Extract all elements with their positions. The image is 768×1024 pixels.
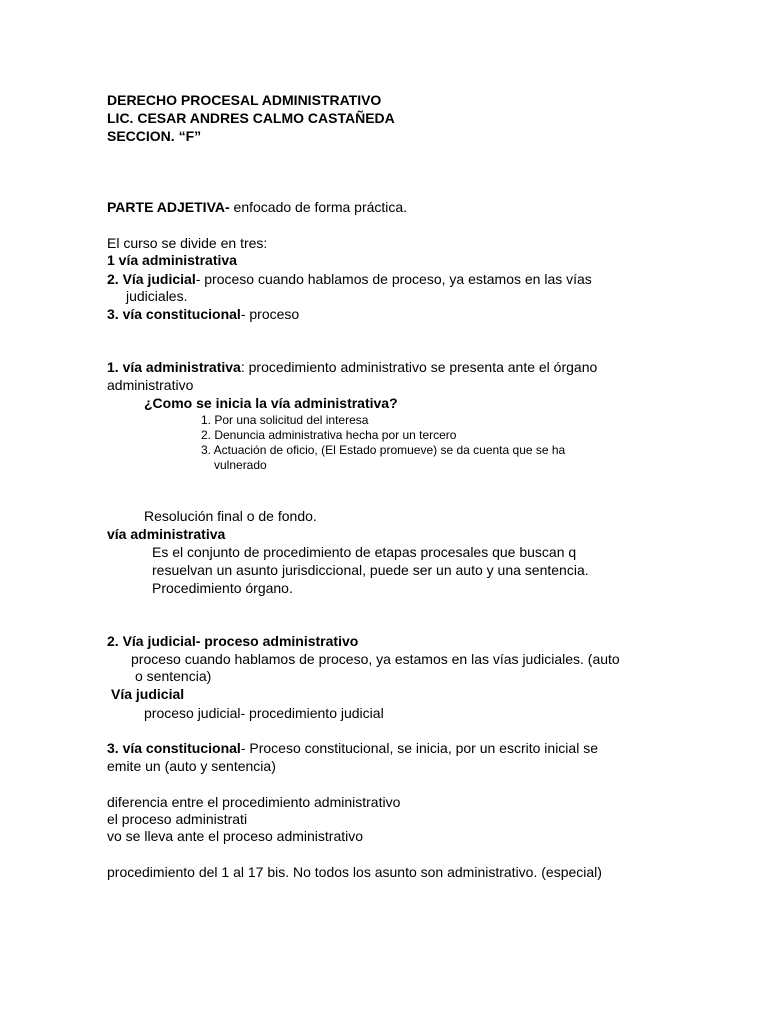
list-item-1: 1 vía administrativa [107, 252, 237, 268]
teacher-name: LIC. CESAR ANDRES CALMO CASTAÑEDA [107, 110, 395, 126]
list-item-2-cont: judiciales. [126, 288, 188, 304]
section1-list-item: 3. Actuación de oficio, (El Estado promueve) se da cuenta que se ha [201, 443, 566, 457]
section-label: SECCION. “F” [107, 128, 202, 144]
description-line: Procedimiento órgano. [152, 580, 293, 596]
description-line: resuelvan un asunto jurisdiccional, puede ser un auto y una sentencia. [152, 562, 589, 578]
section1-list-item: 2. Denuncia administrativa hecha por un tercero [201, 428, 457, 442]
section2-title: 2. Vía judicial- proceso administrativo [107, 633, 359, 649]
resolucion-line: Resolución final o de fondo. [144, 508, 317, 524]
note-line: diferencia entre el procedimiento administrativo [107, 794, 401, 810]
parte-adjetiva-line: PARTE ADJETIVA- enfocado de forma práctica. [107, 199, 408, 215]
section2-sub-line: proceso judicial- procedimiento judicial [144, 705, 384, 721]
section2-line: proceso cuando hablamos de proceso, ya estamos en las vías judiciales. (auto [131, 651, 620, 667]
course-title: DERECHO PROCESAL ADMINISTRATIVO [107, 92, 382, 108]
via-administrativa-heading: vía administrativa [107, 526, 226, 542]
list-item-2: 2. Vía judicial- proceso cuando hablamos de proceso, ya estamos en las vías [107, 271, 592, 287]
note-line: el proceso administrati [107, 811, 248, 827]
section1-title-cont: administrativo [107, 377, 194, 393]
course-divide-line: El curso se divide en tres: [107, 235, 268, 251]
section3-title: 3. vía constitucional- Proceso constitucional, se inicia, por un escrito inicial se [107, 740, 598, 756]
section1-question: ¿Como se inicia la vía administrativa? [144, 395, 398, 411]
description-line: Es el conjunto de procedimiento de etapas procesales que buscan q [152, 544, 577, 560]
section2-line-cont: o sentencia) [135, 668, 212, 684]
note-line: vo se lleva ante el proceso administrativo [107, 828, 364, 844]
list-item-3: 3. vía constitucional- proceso [107, 306, 300, 322]
section1-list-item: 1. Por una solicitud del interesa [201, 413, 369, 427]
section1-list-item-cont: vulnerado [214, 458, 267, 472]
section3-title-cont: emite un (auto y sentencia) [107, 758, 276, 774]
section1-title: 1. vía administrativa: procedimiento administrativo se presenta ante el órgano [107, 359, 598, 375]
via-judicial-heading: Vía judicial [111, 686, 185, 702]
note-line: procedimiento del 1 al 17 bis. No todos los asunto son administrativo. (especial) [107, 864, 602, 880]
